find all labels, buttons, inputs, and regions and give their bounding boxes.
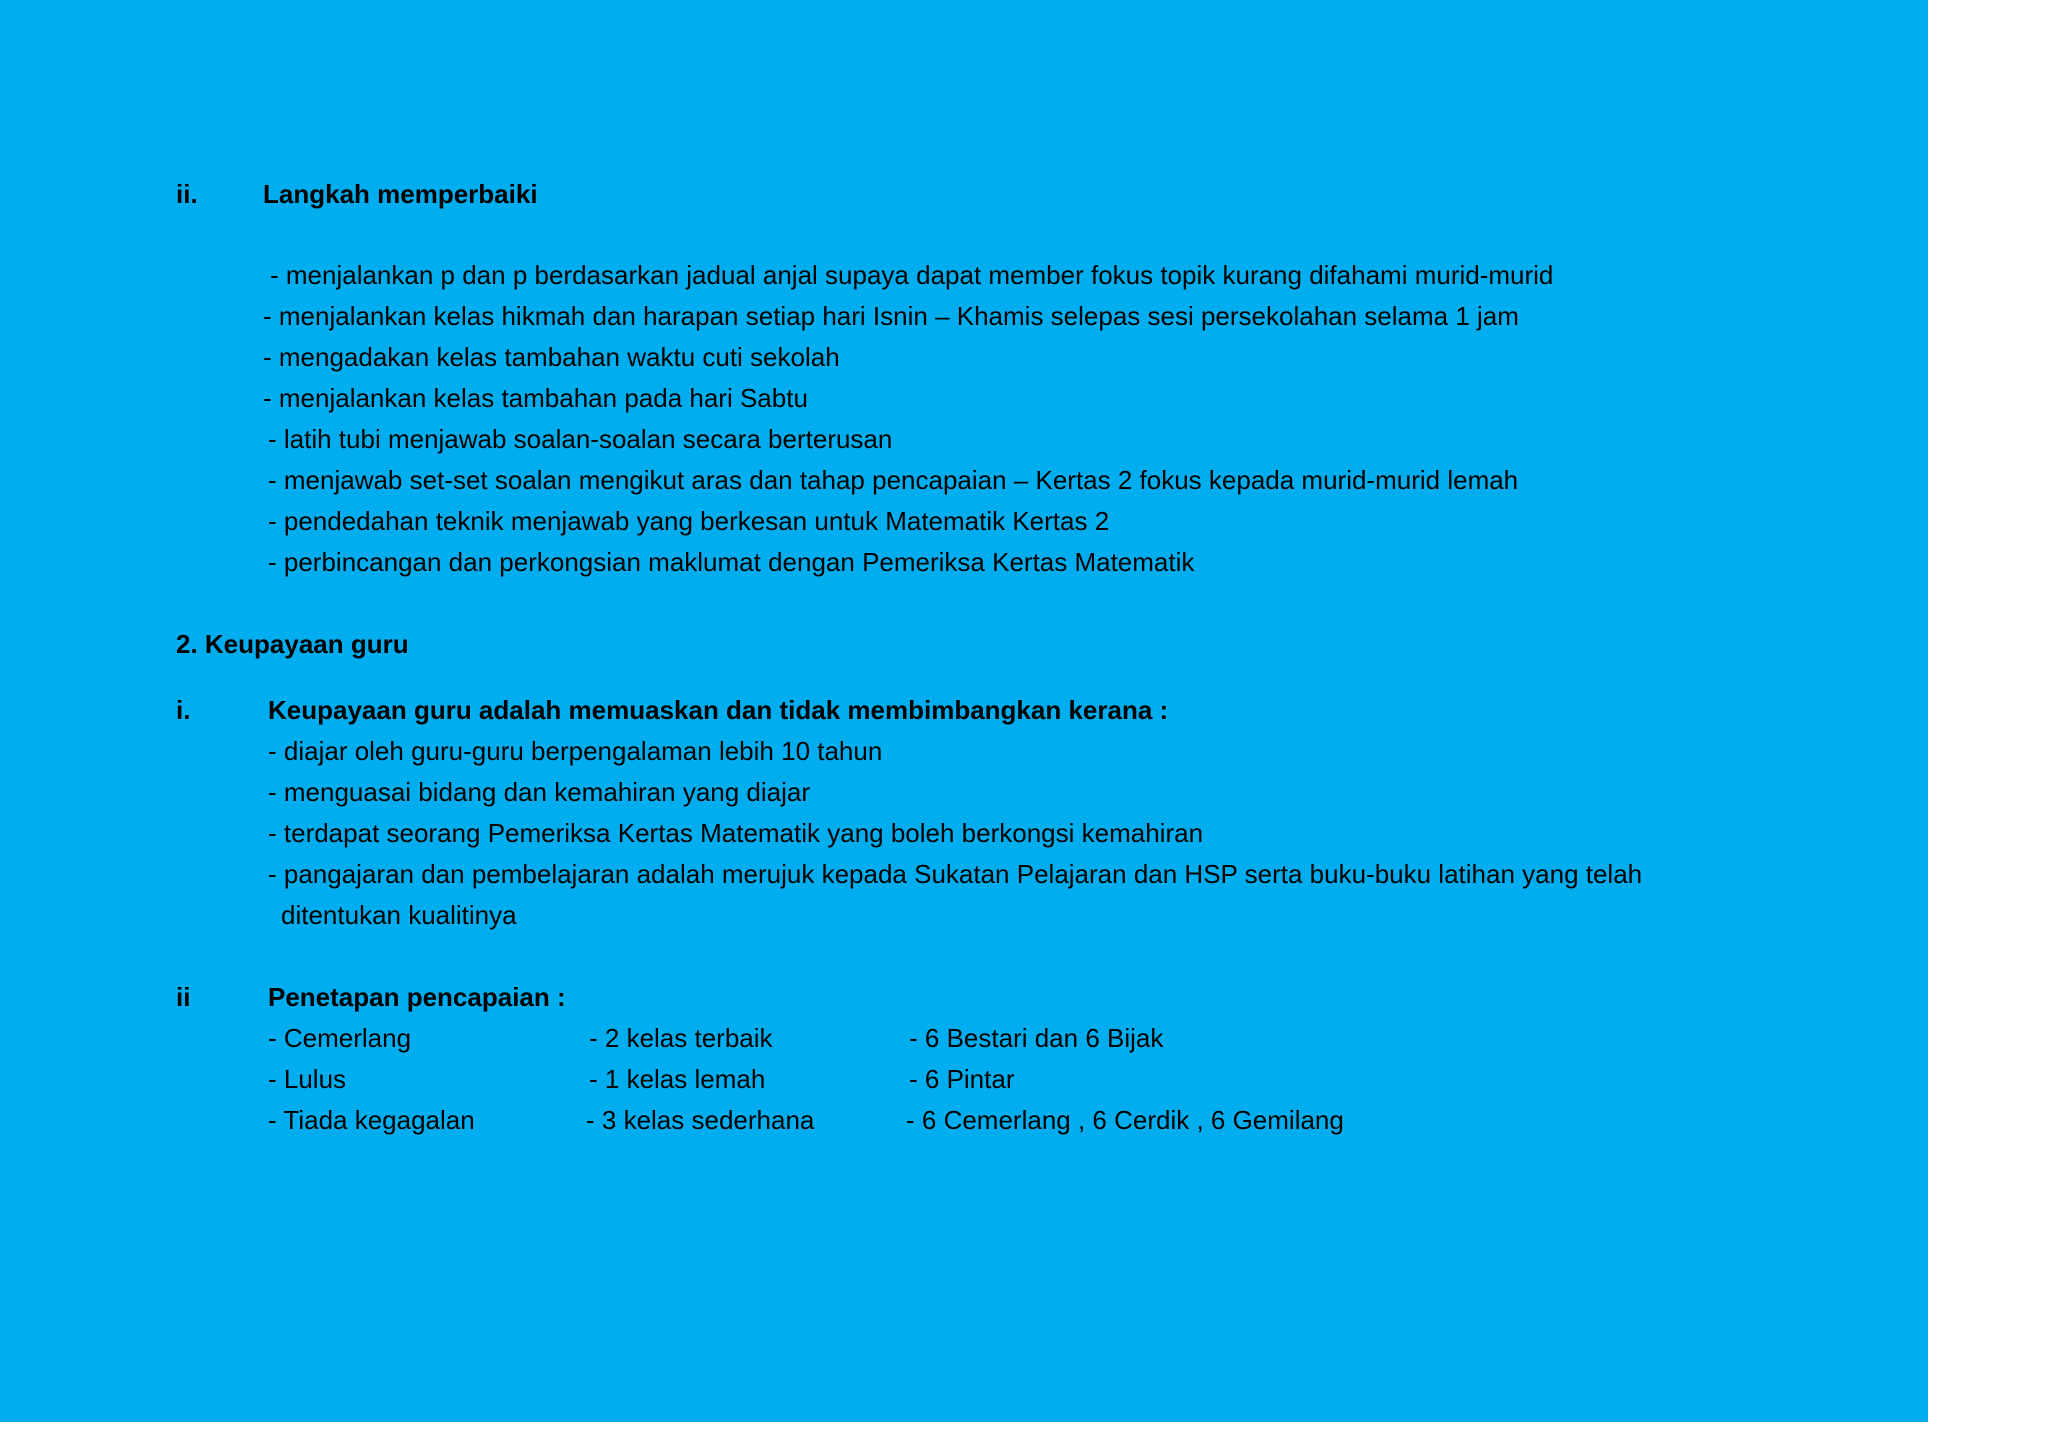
list-item: - menjalankan kelas tambahan pada hari Sabtu (263, 383, 808, 413)
section-ii-marker: ii. (176, 179, 198, 209)
list-item: - diajar oleh guru-guru berpengalaman lebih 10 tahun (268, 736, 883, 766)
list-item: - menjalankan kelas hikmah dan harapan setiap hari Isnin – Khamis selepas sesi persekolahan selama 1 jam (263, 301, 1519, 331)
list-item: - menjalankan p dan p berdasarkan jadual anjal supaya dapat member fokus topik kurang difahami murid-murid (270, 260, 1554, 290)
section-2-i-marker: i. (176, 695, 191, 725)
section-2-i-heading: Keupayaan guru adalah memuaskan dan tidak membimbangkan kerana : (268, 695, 1169, 725)
section-2-ii-heading: Penetapan pencapaian : (268, 982, 566, 1012)
list-item: - pendedahan teknik menjawab yang berkesan untuk Matematik Kertas 2 (268, 506, 1110, 536)
achievement-cell: - Lulus (268, 1064, 347, 1094)
list-item-continuation: ditentukan kualitinya (281, 900, 517, 930)
achievement-cell: - Cemerlang (268, 1023, 412, 1053)
list-item: - menguasai bidang dan kemahiran yang diajar (268, 777, 811, 807)
achievement-cell: - 1 kelas lemah (589, 1064, 766, 1094)
section-ii-heading: Langkah memperbaiki (263, 179, 538, 209)
list-item: - perbincangan dan perkongsian maklumat dengan Pemeriksa Kertas Matematik (268, 547, 1195, 577)
achievement-cell: - Tiada kegagalan (268, 1105, 475, 1135)
list-item: - terdapat seorang Pemeriksa Kertas Matematik yang boleh berkongsi kemahiran (268, 818, 1204, 848)
list-item: - latih tubi menjawab soalan-soalan secara berterusan (268, 424, 893, 454)
section-2-ii-marker: ii (176, 982, 191, 1012)
list-item: - mengadakan kelas tambahan waktu cuti sekolah (263, 342, 840, 372)
list-item: - menjawab set-set soalan mengikut aras dan tahap pencapaian – Kertas 2 fokus kepada murid-murid lemah (268, 465, 1519, 495)
achievement-cell: - 3 kelas sederhana (586, 1105, 815, 1135)
achievement-cell: - 2 kelas terbaik (589, 1023, 773, 1053)
section-2-heading: 2. Keupayaan guru (176, 629, 409, 659)
achievement-cell: - 6 Bestari dan 6 Bijak (909, 1023, 1164, 1053)
list-item: - pangajaran dan pembelajaran adalah merujuk kepada Sukatan Pelajaran dan HSP serta buku-buku latihan yang telah (268, 859, 1643, 889)
achievement-cell: - 6 Pintar (909, 1064, 1015, 1094)
achievement-cell: - 6 Cemerlang , 6 Cerdik , 6 Gemilang (906, 1105, 1344, 1135)
